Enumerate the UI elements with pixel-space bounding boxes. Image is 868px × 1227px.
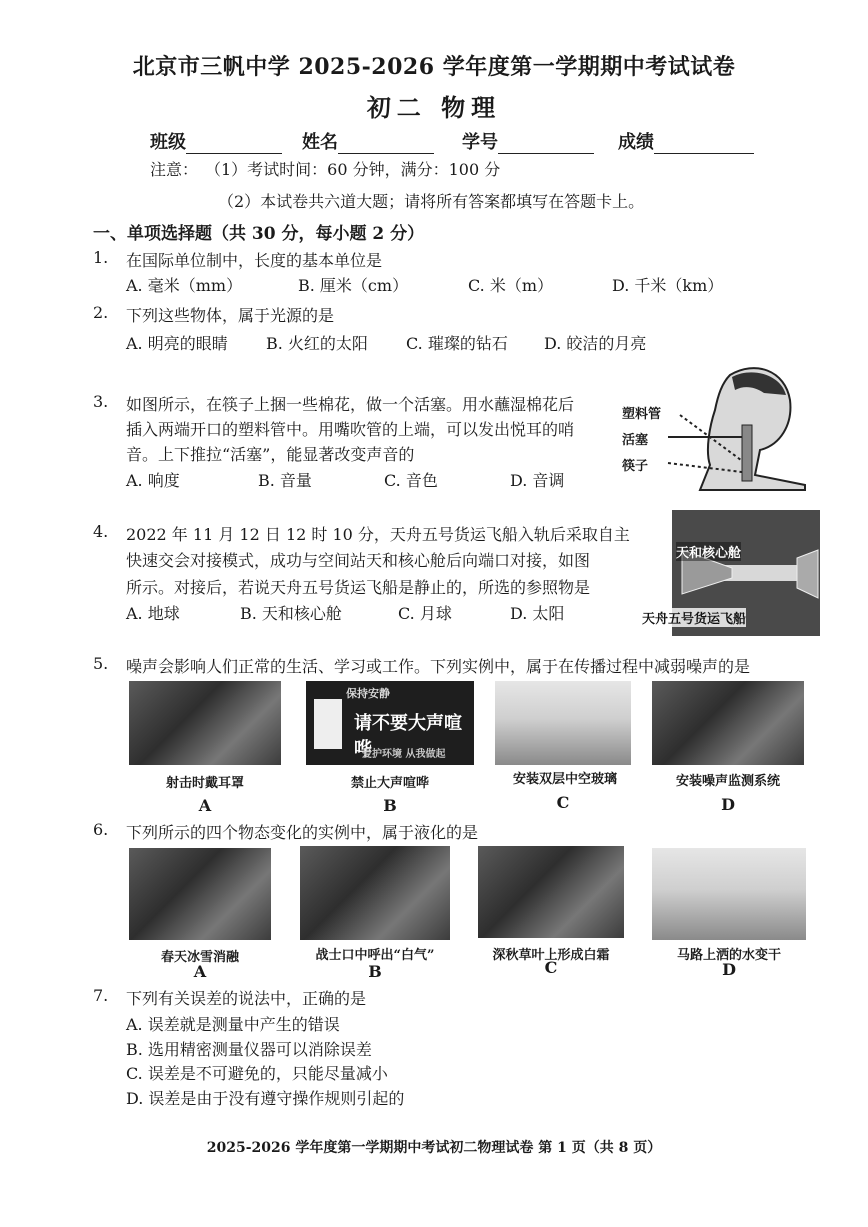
sign-bottom-text: 爱护环境 从我做起 <box>362 749 446 760</box>
image-frost <box>478 846 624 938</box>
sign-top-text: 保持安静 <box>346 687 390 700</box>
question-stem: 下列所示的四个物态变化的实例中，属于液化的是 <box>126 823 479 842</box>
option-a: A. 明亮的眼睛 <box>126 334 228 353</box>
option-b: B. 选用精密测量仪器可以消除误差 <box>126 1040 372 1059</box>
question-number: 3. <box>93 392 109 411</box>
option-a: A. 地球 <box>126 604 180 623</box>
option-c: C. 米（m） <box>468 276 554 295</box>
option-d: D. 太阳 <box>510 604 565 623</box>
image-letter: A <box>198 796 212 815</box>
sign-icon <box>314 699 342 749</box>
student-id-label: 学号 <box>462 132 498 153</box>
image-ice-melting <box>129 848 271 940</box>
question-stem-line: 插入两端开口的塑料管中。用嘴吹管的上端，可以发出悦耳的哨 <box>126 420 575 439</box>
image-noise-monitor <box>652 681 804 765</box>
option-d: D. 皎洁的月亮 <box>544 334 647 353</box>
student-id-field <box>462 128 594 154</box>
option-d: D. 误差是由于没有遵守操作规则引起的 <box>126 1089 405 1108</box>
score-label: 成绩 <box>618 132 654 153</box>
option-c: C. 音色 <box>384 471 438 490</box>
exam-title: 北京市三帆中学 2025-2026 学年度第一学期期中考试试卷 <box>132 54 736 80</box>
name-label: 姓名 <box>302 132 338 153</box>
notice-label: 注意： <box>150 160 199 179</box>
image-double-glazing <box>495 681 631 765</box>
section-title: 一、单项选择题（共 30 分，每小题 2 分） <box>93 224 425 244</box>
image-caption: 深秋草叶上形成白霜 <box>492 948 610 963</box>
notice-line-1: （1）考试时间：60 分钟，满分：100 分 <box>205 160 501 179</box>
question-number: 1. <box>93 248 109 267</box>
student-id-blank <box>498 135 594 154</box>
question-stem: 在国际单位制中，长度的基本单位是 <box>126 251 383 270</box>
image-letter: D <box>721 795 735 814</box>
image-caption: 射击时戴耳罩 <box>165 776 244 791</box>
option-c: C. 误差是不可避免的，只能尽量减小 <box>126 1064 388 1083</box>
spacecraft-photo <box>642 510 820 636</box>
sign-main-text: 请不要大声喧哗 <box>354 713 462 760</box>
name-field <box>302 128 434 154</box>
option-b: B. 火红的太阳 <box>266 334 368 353</box>
option-b: B. 厘米（cm） <box>298 276 409 295</box>
class-blank <box>186 135 282 154</box>
image-letter: A <box>193 962 207 981</box>
question-number: 6. <box>93 820 109 839</box>
question-stem-line: 音。上下推拉“活塞”，能显著改变声音的 <box>126 445 415 464</box>
option-a: A. 响度 <box>126 471 180 490</box>
question-stem: 噪声会影响人们正常的生活、学习或工作。下列实例中，属于在传播过程中减弱噪声的是 <box>126 657 751 676</box>
figure-label: 天和核心舱 <box>676 542 741 561</box>
notice-line-2: （2）本试卷共六道大题；请将所有答案都填写在答题卡上。 <box>218 192 645 211</box>
page-footer: 2025-2026 学年度第一学期期中考试初二物理试卷 第 1 页（共 8 页） <box>206 1140 662 1156</box>
class-label: 班级 <box>150 132 186 153</box>
image-letter: C <box>556 793 570 812</box>
question-stem-line: 所示。对接后，若说天舟五号货运飞船是静止的，所选的参照物是 <box>126 578 591 597</box>
figure-label: 筷子 <box>622 459 649 474</box>
image-caption: 春天冰雪消融 <box>160 950 239 965</box>
whistle-illustration <box>660 355 810 490</box>
class-field <box>150 128 282 154</box>
image-shooting <box>129 681 281 765</box>
image-letter: B <box>383 796 397 815</box>
image-caption: 安装噪声监测系统 <box>675 774 780 789</box>
question-stem-line: 如图所示，在筷子上捆一些棉花，做一个活塞。用水蘸湿棉花后 <box>126 395 575 414</box>
option-c: C. 璀璨的钻石 <box>406 334 508 353</box>
exam-subtitle: 初二 物理 <box>366 93 502 122</box>
question-number: 4. <box>93 522 109 541</box>
question-number: 2. <box>93 303 109 322</box>
option-d: D. 千米（km） <box>612 276 724 295</box>
image-caption: 马路上洒的水变干 <box>676 948 781 963</box>
figure-label: 塑料管 <box>622 407 662 422</box>
question-stem: 下列有关误差的说法中，正确的是 <box>126 989 367 1008</box>
option-b: B. 天和核心舱 <box>240 604 342 623</box>
image-road-water <box>652 848 806 940</box>
image-letter: D <box>722 960 736 979</box>
option-d: D. 音调 <box>510 471 565 490</box>
question-number: 5. <box>93 654 109 673</box>
figure-label: 活塞 <box>622 433 649 448</box>
question-number: 7. <box>93 986 109 1005</box>
option-a: A. 毫米（mm） <box>126 276 243 295</box>
question-stem: 下列这些物体，属于光源的是 <box>126 306 335 325</box>
image-letter: C <box>544 958 558 977</box>
option-c: C. 月球 <box>398 604 452 623</box>
figure-label: 天舟五号货运飞船 <box>642 608 746 627</box>
score-field <box>618 128 754 154</box>
option-a: A. 误差就是测量中产生的错误 <box>126 1015 340 1034</box>
image-quiet-sign <box>306 681 474 765</box>
score-blank <box>654 135 754 154</box>
image-caption: 战士口中呼出“白气” <box>315 948 435 963</box>
image-letter: B <box>368 962 382 981</box>
image-soldiers-breath <box>300 846 450 940</box>
image-caption: 禁止大声喧哗 <box>350 776 429 791</box>
option-b: B. 音量 <box>258 471 312 490</box>
question-stem-line: 2022 年 11 月 12 日 12 时 10 分，天舟五号货运飞船入轨后采取自主 <box>126 525 630 544</box>
question-stem-line: 快速交会对接模式，成功与空间站天和核心舱后向端口对接，如图 <box>126 551 591 570</box>
name-blank <box>338 135 434 154</box>
image-caption: 安装双层中空玻璃 <box>512 772 617 787</box>
